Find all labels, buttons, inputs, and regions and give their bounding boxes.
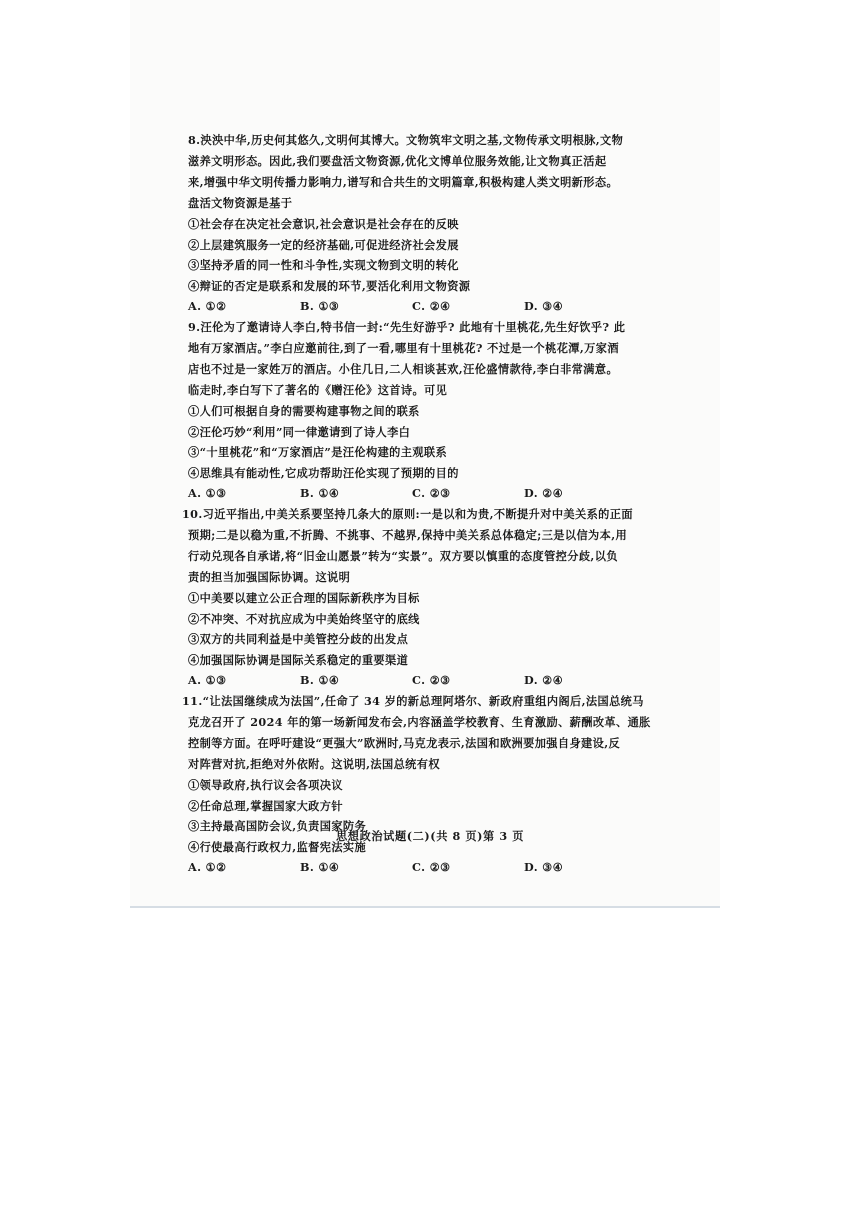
option-c: C. ②③: [412, 673, 451, 687]
answer-options: [182, 670, 684, 691]
option-b: B. ①③: [300, 299, 340, 313]
option-d: D. ②④: [524, 486, 564, 500]
option-a: A. ①②: [188, 860, 227, 874]
page-footer: 思想政治试题(二)(共 8 页)第 3 页: [336, 829, 524, 843]
statement: ④加强国际协调是国际关系稳定的重要渠道: [188, 652, 409, 667]
question-9: [188, 317, 684, 504]
question-text-line: 来,增强中华文明传播力影响力,谱写和合共生的文明篇章,积极构建人类文明新形态。: [188, 175, 619, 189]
question-text-line: 责的担当加强国际协调。这说明: [188, 570, 351, 584]
question-text-line: 临走时,李白写下了著名的《赠汪伦》这首诗。可见: [188, 383, 448, 397]
statement: ②任命总理,掌握国家大政方针: [188, 798, 343, 813]
question-text-line: 店也不过是一家姓万的酒店。小住几日,二人相谈甚欢,汪伦盛情款待,李白非常满意。: [188, 362, 619, 376]
option-d: D. ③④: [524, 860, 564, 874]
statement: ②上层建筑服务一定的经济基础,可促进经济社会发展: [188, 237, 459, 252]
statement: ①中美要以建立公正合理的国际新秩序为目标: [188, 591, 420, 605]
statement: ②汪伦巧妙“利用”同一律邀请到了诗人李白: [188, 424, 411, 439]
option-b: B. ①④: [300, 486, 340, 500]
statement: ④辩证的否定是联系和发展的环节,要活化利用文物资源: [188, 278, 471, 293]
statement: ①人们可根据自身的需要构建事物之间的联系: [188, 404, 420, 418]
option-a: A. ①③: [188, 486, 227, 500]
question-text-line: 对阵营对抗,拒绝对外依附。这说明,法国总统有权: [188, 757, 440, 771]
question-text-line: 8.泱泱中华,历史何其悠久,文明何其博大。文物筑牢文明之基,文物传承文明根脉,文物: [188, 133, 624, 147]
statement: ④行使最高行政权力,监督宪法实施: [188, 839, 367, 854]
exam-content: [182, 130, 684, 878]
statement: ③主持最高国防会议,负责国家防务: [188, 819, 367, 833]
statement: ②不冲突、不对抗应成为中美始终坚守的底线: [188, 611, 420, 626]
question-8: [188, 130, 684, 317]
question-text-line: 盘活文物资源是基于: [188, 196, 293, 210]
question-text-line: 9.汪伦为了邀请诗人李白,特书信一封:“先生好游乎? 此地有十里桃花,先生好饮乎? 此: [188, 320, 626, 334]
statement: ④思维具有能动性,它成功帮助汪伦实现了预期的目的: [188, 465, 459, 480]
option-a: A. ①③: [188, 673, 227, 687]
option-b: B. ①④: [300, 673, 340, 687]
question-text-line: 控制等方面。在呼吁建设“更强大”欧洲时,马克龙表示,法国和欧洲要加强自身建设,反: [188, 736, 621, 750]
answer-options: [188, 483, 684, 504]
question-text-line: 滋养文明形态。因此,我们要盘活文物资源,优化文博单位服务效能,让文物真正活起: [188, 154, 607, 168]
option-d: D. ②④: [524, 673, 564, 687]
option-c: C. ②④: [412, 299, 451, 313]
page-edge: [130, 906, 720, 908]
option-c: C. ②③: [412, 860, 451, 874]
answer-options: [182, 857, 684, 878]
question-10: [182, 504, 684, 691]
question-11: [182, 691, 684, 878]
question-text-line: 11.“让法国继续成为法国”,任命了 34 岁的新总理阿塔尔、新政府重组内阁后,法国总统马: [182, 694, 644, 708]
answer-options: [188, 296, 684, 317]
statement: ①领导政府,执行议会各项决议: [188, 778, 343, 792]
question-text-line: 行动兑现各自承诺,将“旧金山愿景”转为“实景”。双方要以慎重的态度管控分歧,以负: [188, 549, 618, 563]
option-c: C. ②③: [412, 486, 451, 500]
question-text-line: 10.习近平指出,中美关系要坚持几条大的原则:一是以和为贵,不断提升对中美关系的正面: [182, 507, 633, 521]
option-a: A. ①②: [188, 299, 227, 313]
question-text-line: 预期;二是以稳为重,不折腾、不挑事、不越界,保持中美关系总体稳定;三是以信为本,用: [188, 528, 628, 542]
option-d: D. ③④: [524, 299, 564, 313]
statement: ③“十里桃花”和“万家酒店”是汪伦构建的主观联系: [188, 445, 448, 459]
question-text-line: 克龙召开了 2024 年的第一场新闻发布会,内容涵盖学校教育、生育激励、薪酬改革、通胀: [188, 715, 651, 729]
option-b: B. ①④: [300, 860, 340, 874]
statement: ③双方的共同利益是中美管控分歧的出发点: [188, 632, 409, 646]
statement: ①社会存在决定社会意识,社会意识是社会存在的反映: [188, 217, 459, 231]
question-text-line: 地有万家酒店。”李白应邀前往,到了一看,哪里有十里桃花? 不过是一个桃花潭,万家酒: [188, 341, 619, 355]
statement: ③坚持矛盾的同一性和斗争性,实现文物到文明的转化: [188, 258, 459, 272]
